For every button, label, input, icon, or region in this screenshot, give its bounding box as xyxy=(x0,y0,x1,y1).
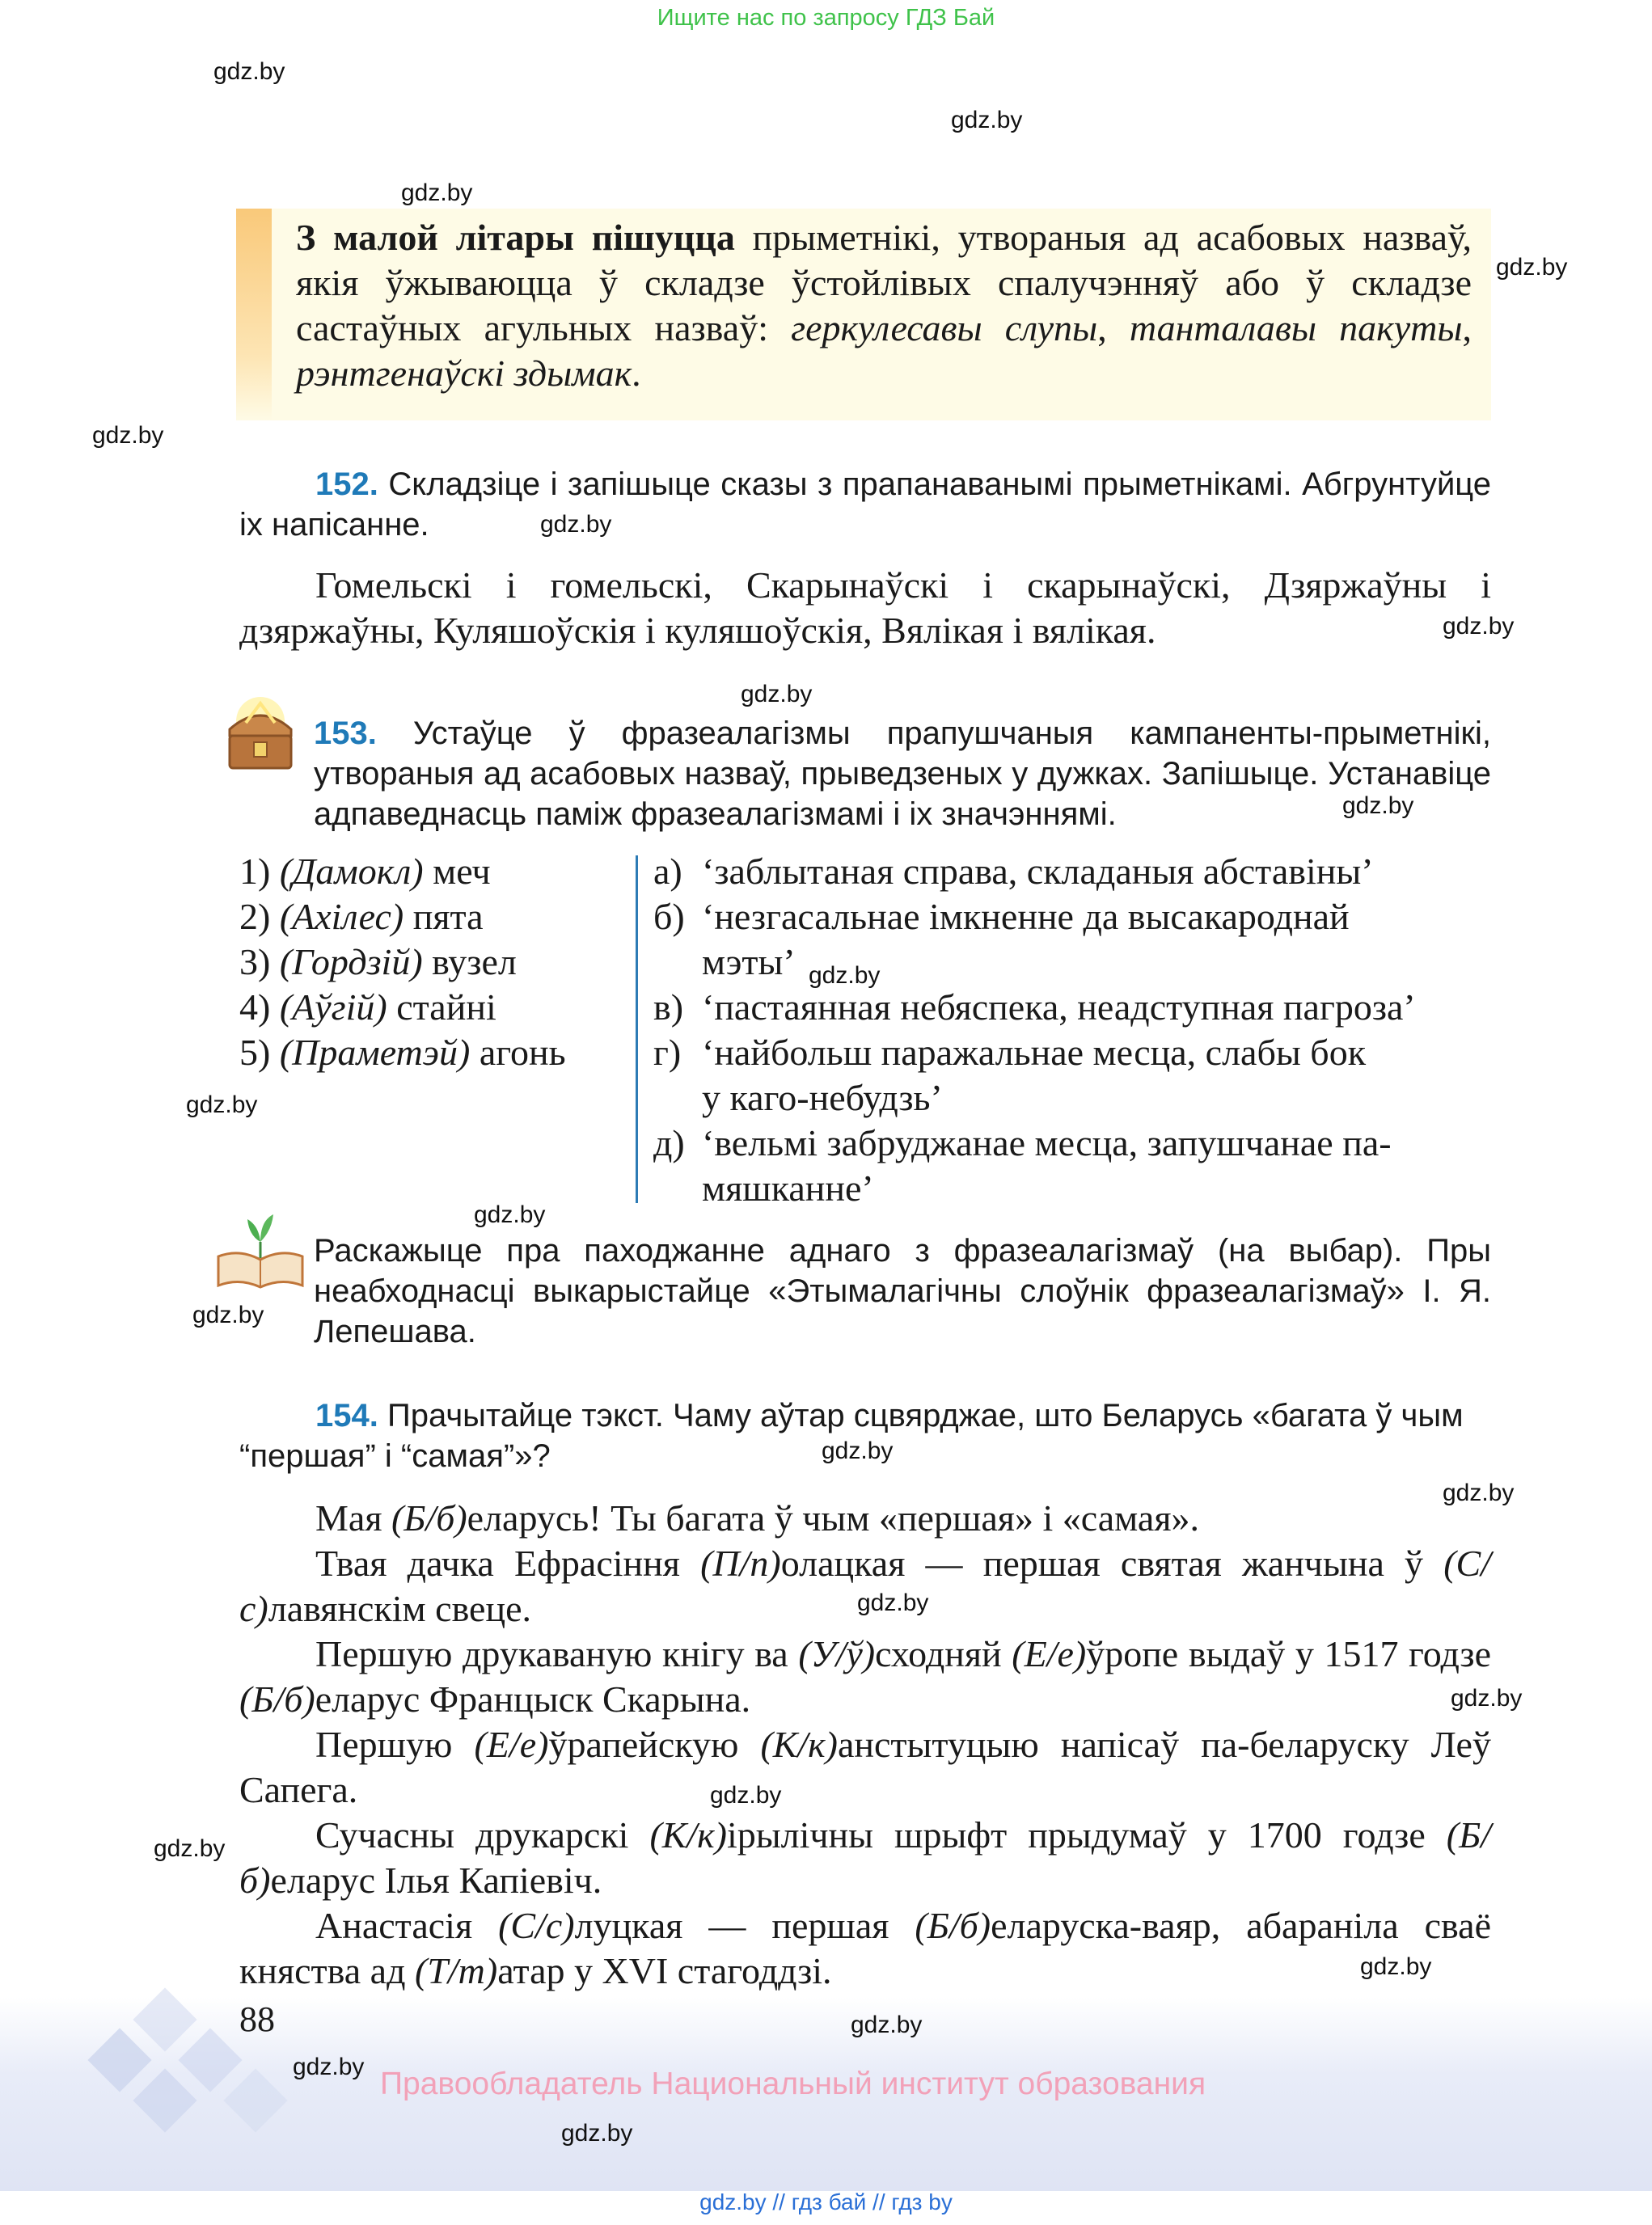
top-banner[interactable]: Ищите нас по запросу ГДЗ Бай xyxy=(657,5,995,31)
text-part: Першую друкаваную кнігу ва xyxy=(315,1633,799,1674)
meaning-text-cont: мэты’ xyxy=(702,941,796,982)
rule-example: геркулесавы слупы xyxy=(791,307,1098,348)
rule-accent-bar xyxy=(236,209,272,420)
text-part: Анастасія xyxy=(315,1905,499,1946)
list-item xyxy=(239,849,619,894)
text-part: лавянскім свеце. xyxy=(268,1588,531,1629)
watermark: gdz.by xyxy=(822,1438,894,1464)
rule-sep: , xyxy=(1462,307,1472,348)
text-part: Твая дачка Ефрасіння xyxy=(315,1543,701,1584)
text-part: еларусь! Ты багата ў чым «першая» і «самая». xyxy=(467,1497,1200,1539)
letter-choice: (Е/е) xyxy=(474,1724,549,1765)
item-name: (Гордзій) xyxy=(279,941,423,982)
meaning-text: ‘заблытаная справа, складаныя абставіны’ xyxy=(702,851,1374,892)
meaning-letter: в) xyxy=(653,986,684,1028)
exercise-154-text xyxy=(239,1496,1491,1994)
list-item xyxy=(239,939,619,985)
watermark: gdz.by xyxy=(192,1302,264,1328)
letter-choice: (С/с) xyxy=(239,1543,1492,1629)
item-number: 4) xyxy=(239,986,271,1028)
item-name: (Дамокл) xyxy=(279,851,424,892)
rule-sep: , xyxy=(1097,307,1130,348)
letter-choice: (Т/т) xyxy=(415,1950,498,1991)
watermark: gdz.by xyxy=(951,107,1023,133)
text-paragraph xyxy=(239,1722,1491,1813)
watermark: gdz.by xyxy=(154,1835,226,1862)
letter-choice: (Б/б) xyxy=(915,1905,991,1946)
meaning-item xyxy=(653,985,1494,1030)
list-item xyxy=(239,1030,619,1075)
column-divider xyxy=(636,855,638,1203)
text-paragraph xyxy=(239,1632,1491,1722)
exercise-number: 153. xyxy=(314,716,377,751)
meaning-text-cont: мяшканне’ xyxy=(702,1167,874,1209)
page-number: 88 xyxy=(239,1999,275,2039)
meaning-text: ‘вельмі забруджанае месца, запушчанае па- xyxy=(702,1122,1392,1163)
letter-choice: (Б/б) xyxy=(391,1497,467,1539)
text-paragraph xyxy=(239,1903,1491,1994)
letter-choice: (Б/б) xyxy=(239,1814,1491,1901)
watermark: gdz.by xyxy=(540,511,612,538)
watermark: gdz.by xyxy=(857,1590,929,1616)
watermark: gdz.by xyxy=(186,1091,258,1118)
meaning-letter: д) xyxy=(653,1122,685,1163)
letter-choice: (У/ў) xyxy=(798,1633,876,1674)
rule-bold: З малой літары пішуцца xyxy=(296,217,735,258)
watermark: gdz.by xyxy=(1360,1953,1432,1980)
item-word: агонь xyxy=(479,1032,566,1073)
meaning-text: ‘незгасальнае імкненне да высакароднай xyxy=(702,896,1350,937)
letter-choice: (К/к) xyxy=(760,1724,838,1765)
text-part: сходняй xyxy=(875,1633,1012,1674)
exercise-task-text: Складзіце і запішыце сказы з прапанаванымі прыметнікамі. Абгрунтуйце іх напісанне. xyxy=(239,467,1491,543)
rule-example: танталавы пакуты xyxy=(1129,307,1463,348)
watermark: gdz.by xyxy=(561,2120,633,2147)
text-part: еларус Ілья Капіевіч. xyxy=(270,1860,602,1901)
meaning-letter: а) xyxy=(653,851,682,892)
item-number: 2) xyxy=(239,896,271,937)
exercise-153-task xyxy=(314,713,1491,834)
exercise-number: 154. xyxy=(315,1398,378,1433)
meaning-text: ‘пастаянная небяспека, неадступная пагроза’ xyxy=(702,986,1416,1028)
letter-choice: (Б/б) xyxy=(239,1678,315,1720)
meaning-item xyxy=(653,849,1494,894)
exercise-154-task xyxy=(239,1395,1491,1476)
meaning-item xyxy=(653,894,1494,939)
watermark: gdz.by xyxy=(1451,1685,1523,1712)
meaning-letter: б) xyxy=(653,896,685,937)
letter-choice: (С/с) xyxy=(498,1905,575,1946)
watermark: gdz.by xyxy=(1443,613,1515,640)
book-sprout-icon xyxy=(212,1210,309,1290)
text-paragraph xyxy=(239,1496,1491,1541)
exercise-152-words xyxy=(239,563,1491,653)
copyright-notice: Правообладатель Национальный институт образования xyxy=(380,2067,1206,2101)
exercise-words: Гомельскі і гомельскі, Скарынаўскі і скарынаўскі, Дзяржаўны і дзяржаўны, Куляшоўскія і куляшоўскія, Вялікая і вялікая. xyxy=(239,564,1491,651)
watermark: gdz.by xyxy=(401,179,473,206)
letter-choice: (К/к) xyxy=(649,1814,727,1856)
item-number: 5) xyxy=(239,1032,271,1073)
meaning-text: ‘найбольш паражальнае месца, слабы бок xyxy=(702,1032,1367,1073)
item-word: пята xyxy=(412,896,484,937)
meanings-list xyxy=(653,849,1494,1211)
watermark: gdz.by xyxy=(710,1782,782,1809)
letter-choice: (Е/е) xyxy=(1012,1633,1087,1674)
watermark: gdz.by xyxy=(1443,1480,1515,1506)
rule-end: . xyxy=(632,353,641,394)
text-part: ўропе выдаў у 1517 годзе xyxy=(1086,1633,1491,1674)
text-paragraph xyxy=(239,1813,1491,1903)
meaning-letter: г) xyxy=(653,1032,682,1073)
text-part: ўрапейскую xyxy=(548,1724,761,1765)
watermark: gdz.by xyxy=(92,422,164,449)
exercise-152-task xyxy=(239,464,1491,545)
meaning-item xyxy=(653,1121,1494,1166)
meaning-item xyxy=(653,1030,1494,1075)
watermark: gdz.by xyxy=(851,2012,923,2038)
exercise-number: 152. xyxy=(315,467,378,502)
text-part: луцкая — першая xyxy=(574,1905,915,1946)
item-number: 3) xyxy=(239,941,271,982)
rule-example: рэнтгенаўскі здымак xyxy=(296,353,632,394)
phraseology-list xyxy=(239,849,619,1075)
text-part: Першую xyxy=(315,1724,475,1765)
text-part: олацкая — першая святая жанчына ў xyxy=(780,1543,1444,1584)
text-part: Сучасны друкарскі xyxy=(315,1814,650,1856)
letter-choice: (П/п) xyxy=(700,1543,781,1584)
text-part: Мая xyxy=(315,1497,391,1539)
exercise-153-extra: Раскажыце пра паходжанне аднаго з фразеалагізмаў (на выбар). Пры неабходнасці выкарыстайце «Этымалагічны слоўнік фразеалагізмаў» І. Я. Лепешава. xyxy=(314,1233,1491,1349)
item-word: вузел xyxy=(432,941,517,982)
item-word: стайні xyxy=(396,986,496,1028)
rule-body: прыметнікі, утвораныя ад асабовых назваў, якія ўжываюцца ў складзе ўстойлівых спалучэнняў або ў складзе састаўных агульных назваў: xyxy=(296,217,1472,348)
bottom-links[interactable]: gdz.by // гдз бай // гдз by xyxy=(699,2189,953,2214)
rule-text xyxy=(296,215,1472,396)
watermark: gdz.by xyxy=(474,1201,546,1228)
meaning-text-cont: у каго-небудзь’ xyxy=(702,1077,943,1118)
watermark: gdz.by xyxy=(809,962,881,989)
item-word: меч xyxy=(433,851,491,892)
list-item xyxy=(239,894,619,939)
watermark: gdz.by xyxy=(1496,254,1568,281)
treasure-chest-icon xyxy=(222,694,299,775)
exercise-task-text: Устаўце ў фразеалагізмы прапушчаныя кампаненты-прыметнікі, утвораныя ад асабовых назваў, прыведзеных у дужках. Запішыце. Устанавіце адпаведнасць паміж фразеалагізмамі і іх значэннямі. xyxy=(314,716,1491,832)
watermark: gdz.by xyxy=(213,58,285,85)
text-part: еларуска-ваяр, абараніла сваё княства ад xyxy=(239,1905,1492,1991)
watermark: gdz.by xyxy=(293,2054,365,2080)
text-part: ірылічны шрыфт прыдумаў у 1700 годзе xyxy=(726,1814,1447,1856)
item-name: (Праметэй) xyxy=(279,1032,471,1073)
item-name: (Ахілес) xyxy=(279,896,404,937)
exercise-task-text: Прачытайце тэкст. Чаму аўтар сцвярджае, што Беларусь «багата ў чым “першая” і “самая”»? xyxy=(239,1398,1464,1474)
item-number: 1) xyxy=(239,851,271,892)
text-paragraph xyxy=(239,1541,1491,1632)
item-name: (Аўгій) xyxy=(279,986,387,1028)
watermark: gdz.by xyxy=(1342,792,1414,819)
text-part: атар у XVI стагоддзі. xyxy=(497,1950,832,1991)
text-part: анстытуцыю напісаў па-беларуску Леў Сапега. xyxy=(239,1724,1491,1810)
list-item xyxy=(239,985,619,1030)
watermark: gdz.by xyxy=(741,681,813,707)
text-part: еларус Францыск Скарына. xyxy=(315,1678,751,1720)
